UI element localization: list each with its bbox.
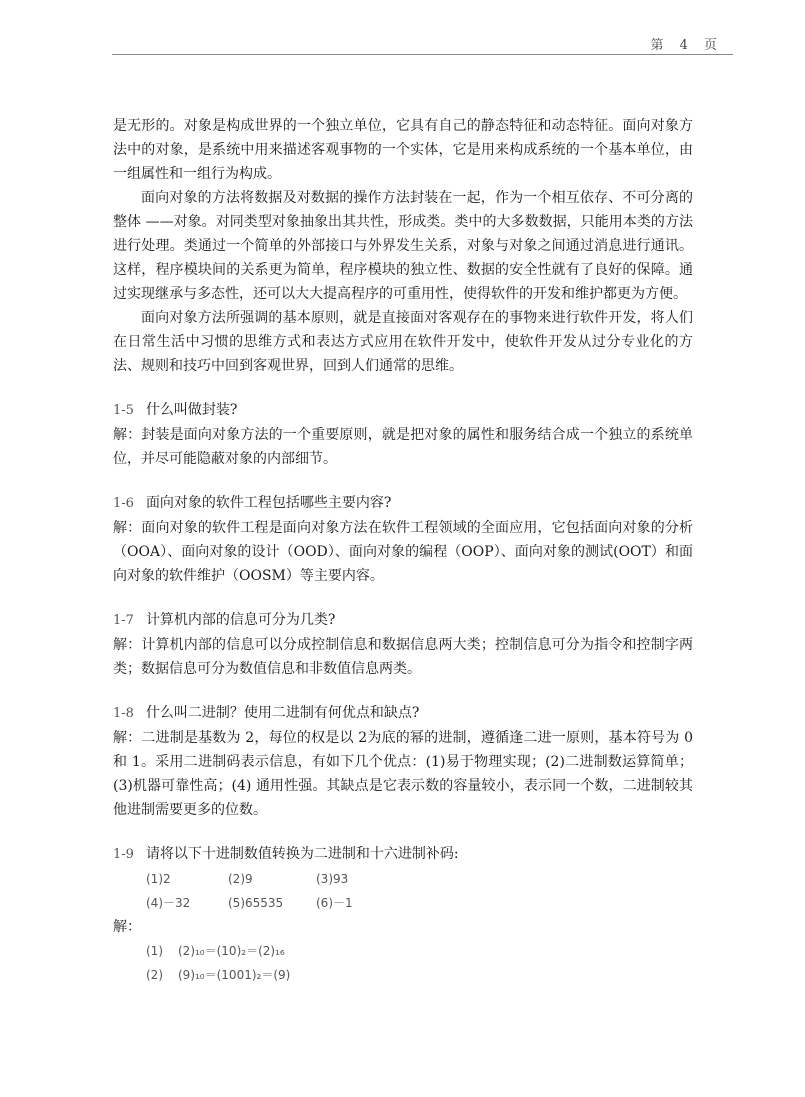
answer-text: 解：计算机内部的信息可以分成控制信息和数据信息两大类；控制信息可分为指令和控制字两类；数据信息可分为数值信息和非数值信息两类。 (113, 637, 693, 677)
page-number: 第 4 页 (650, 38, 723, 53)
question-heading (113, 842, 693, 867)
page-header (0, 0, 805, 58)
question-number: 1-8 (113, 706, 134, 721)
question-text: 什么叫二进制？使用二进制有何优点和缺点? (145, 705, 420, 721)
answer-label: 解： (113, 919, 141, 935)
question-text: 计算机内部的信息可分为几类? (145, 612, 336, 628)
paragraph: 面向对象方法所强调的基本原则，就是直接面对客观存在的事物来进行软件开发，将人们在日常生活中习惯的思维方式和表达方式应用在软件开发中，使软件开发从过分专业化的方法、规则和技巧中回到客观世界，回到人们通常的思维。 (113, 310, 693, 374)
answer-text: 解：封装是面向对象方法的一个重要原则，就是把对象的属性和服务结合成一个独立的系统单位，并尽可能隐蔽对象的内部细节。 (113, 427, 693, 467)
question-1-9 (113, 842, 693, 987)
question-1-6 (113, 491, 693, 588)
exercise-item: (4)－32 (146, 896, 191, 910)
exercise-item: (5)65535 (228, 896, 284, 910)
question-heading (113, 701, 693, 726)
question-heading (113, 398, 693, 423)
question-text: 什么叫做封装? (145, 402, 238, 418)
exercise-item: (3)93 (316, 872, 349, 886)
question-number: 1-7 (113, 613, 134, 628)
header-divider (112, 54, 733, 55)
question-number: 1-5 (113, 403, 134, 418)
solution-number: (2) (146, 968, 163, 982)
solution-text: (9)₁₀＝(1001)₂＝(9) (178, 968, 291, 982)
question-text: 请将以下十进制数值转换为二进制和十六进制补码: (145, 846, 459, 862)
question-text: 面向对象的软件工程包括哪些主要内容? (145, 495, 392, 511)
exercise-list-row (146, 891, 693, 915)
answer-text: 解：面向对象的软件工程是面向对象方法在软件工程领域的全面应用，它包括面向对象的分析（OOA）、面向对象的设计（OOD）、面向对象的编程（OOP）、面向对象的测试(OOT）和面向对象的软件维护（OOSM）等主要内容。 (113, 520, 693, 584)
question-1-7 (113, 608, 693, 681)
exercise-list-row (146, 867, 693, 891)
solution-line (146, 963, 693, 987)
question-1-8 (113, 701, 693, 822)
question-1-5 (113, 398, 693, 471)
solution-number: (1) (146, 944, 163, 958)
exercise-item: (6)－1 (316, 896, 353, 910)
answer-text: 解：二进制是基数为 2，每位的权是以 2为底的幂的进制，遵循逢二进一原则，基本符号为 0和 1。采用二进制码表示信息，有如下几个优点：(1)易于物理实现；(2)二进制数运算简单；(3)机器可靠性高；(4) 通用性强。其缺点是它表示数的容量较小，表示同一个数，二进制较其他进制需要更多的位数。 (113, 730, 693, 818)
exercise-item: (1)2 (146, 872, 171, 886)
paragraph: 面向对象的方法将数据及对数据的操作方法封装在一起，作为一个相互依存、不可分离的整体 ——对象。对同类型对象抽象出其共性，形成类。类中的大多数数据，只能用本类的方法进行处理。类通过一个简单的外部接口与外界发生关系，对象与对象之间通过消息进行通讯。这样，程序模块间的关系更为简单，程序模块的独立性、数据的安全性就有了良好的保障。通过实现继承与多态性，还可以大大提高程序的可重用性，使得软件的开发和维护都更为方便。 (113, 190, 693, 302)
question-number: 1-9 (113, 847, 134, 862)
question-heading (113, 608, 693, 633)
question-number: 1-6 (113, 496, 134, 511)
paragraph: 是无形的。对象是构成世界的一个独立单位，它具有自己的静态特征和动态特征。面向对象方法中的对象，是系统中用来描述客观事物的一个实体，它是用来构成系统的一个基本单位，由一组属性和一组行为构成。 (113, 118, 693, 182)
solution-line (146, 939, 693, 963)
question-heading (113, 491, 693, 516)
exercise-item: (2)9 (228, 872, 253, 886)
document-body (113, 114, 693, 987)
solution-text: (2)₁₀＝(10)₂＝(2)₁₆ (178, 944, 285, 958)
